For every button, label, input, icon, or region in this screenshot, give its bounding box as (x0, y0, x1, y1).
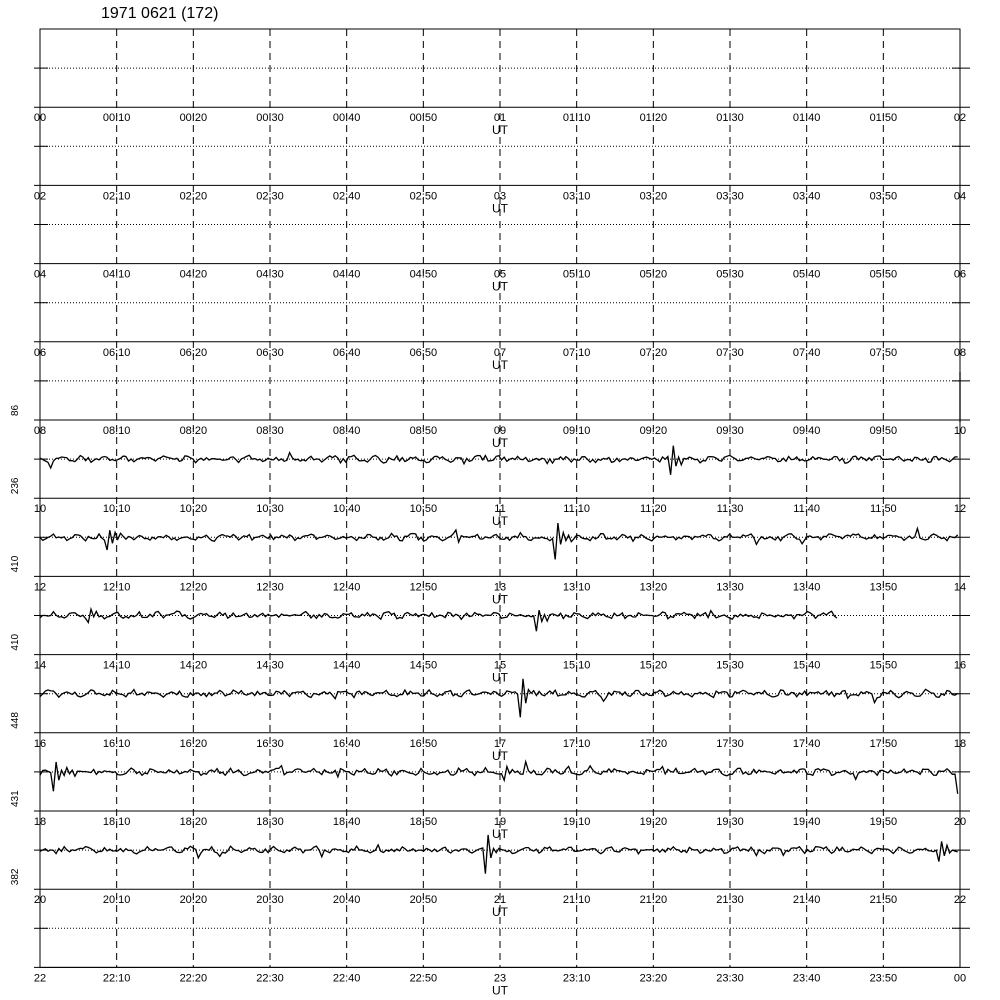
time-tick-label: 05:50 (869, 268, 898, 281)
time-tick-label: 23:10 (562, 972, 591, 985)
time-tick-label: 20 (953, 816, 967, 828)
time-tick-label: 23:30 (716, 972, 744, 985)
time-tick-label: 10:20 (179, 503, 208, 516)
time-tick-label: 08:10 (102, 425, 131, 437)
time-tick-label: 19:20 (639, 816, 668, 828)
time-tick-label: 13:10 (562, 581, 591, 594)
trace-row (10, 446, 970, 529)
time-tick-label: 05:10 (562, 268, 591, 281)
time-tick-label: 12:50 (409, 581, 438, 594)
ut-label: UT (492, 827, 508, 841)
time-tick-label: 03:10 (562, 190, 591, 203)
ut-label: UT (492, 279, 508, 294)
time-tick-label: 10:50 (409, 503, 438, 516)
time-tick-label: 20:50 (409, 894, 438, 907)
time-tick-label: 03:30 (716, 190, 744, 203)
ut-label: UT (492, 436, 508, 450)
time-tick-label: 03 (493, 190, 507, 203)
ut-label: UT (492, 748, 508, 763)
time-tick-label: 19:50 (869, 816, 898, 828)
ut-label: UT (492, 592, 508, 607)
time-tick-label: 07:40 (792, 346, 821, 359)
time-tick-label: 04:50 (409, 268, 438, 281)
time-tick-label: 20 (33, 894, 47, 907)
time-tick-label: 23 (493, 972, 507, 985)
time-tick-label: 12 (33, 581, 47, 594)
trace-row (34, 68, 970, 137)
time-tick-label: 06:30 (256, 346, 284, 359)
time-tick-label: 12:20 (179, 581, 208, 594)
time-tick-label: 21:50 (869, 894, 898, 907)
time-tick-label: 15:40 (792, 659, 821, 672)
time-tick-label: 00 (33, 112, 47, 125)
time-tick-label: 00:20 (179, 112, 208, 125)
trace-scale-value: 431 (10, 790, 21, 807)
time-tick-label: 10:40 (332, 503, 361, 516)
time-tick-label: 04:40 (332, 268, 361, 281)
time-tick-label: 01:30 (716, 112, 744, 125)
time-tick-label: 20:30 (256, 894, 284, 907)
time-tick-label: 01:50 (869, 112, 898, 125)
seismic-trace (40, 523, 958, 559)
time-tick-label: 18:40 (332, 816, 361, 828)
time-tick-label: 06:50 (409, 346, 438, 359)
time-tick-label: 12 (953, 503, 967, 516)
time-tick-label: 15:20 (639, 659, 668, 672)
trace-row (10, 523, 970, 606)
time-tick-label: 11:10 (563, 503, 591, 516)
trace-row (10, 835, 970, 919)
ut-label: UT (492, 514, 508, 529)
time-tick-label: 03:20 (639, 190, 668, 203)
time-tick-label: 22:40 (332, 972, 361, 985)
trace-scale-value: 86 (10, 404, 21, 416)
time-tick-label: 21:20 (639, 894, 668, 907)
time-tick-label: 23:20 (639, 972, 668, 985)
time-tick-label: 04:30 (256, 268, 284, 281)
time-tick-label: 16:20 (179, 737, 208, 750)
time-tick-label: 16 (33, 737, 47, 750)
time-tick-label: 22:20 (179, 972, 208, 985)
time-tick-label: 17 (493, 737, 507, 750)
seismic-trace (40, 446, 958, 475)
time-tick-label: 16 (953, 659, 967, 672)
time-tick-label: 09:20 (639, 425, 668, 437)
time-tick-label: 09:30 (716, 425, 744, 437)
time-tick-label: 02:50 (409, 190, 438, 203)
time-tick-label: 19:10 (562, 816, 591, 828)
ut-label: UT (492, 357, 508, 372)
time-tick-label: 01:10 (562, 112, 591, 125)
time-tick-label: 06:40 (332, 346, 361, 359)
time-tick-label: 23:50 (869, 972, 898, 985)
time-tick-label: 04:20 (179, 268, 208, 281)
time-tick-label: 14:10 (102, 659, 131, 672)
time-tick-label: 22:30 (256, 972, 284, 985)
time-tick-label: 13:20 (639, 581, 668, 594)
time-tick-label: 17:50 (869, 737, 898, 750)
time-tick-label: 12:40 (332, 581, 361, 594)
time-tick-label: 06:20 (179, 346, 208, 359)
time-tick-label: 21 (493, 894, 507, 907)
time-tick-label: 08 (33, 425, 47, 437)
time-tick-label: 13:40 (792, 581, 821, 594)
time-tick-label: 16:40 (332, 737, 361, 750)
time-tick-label: 15:50 (869, 659, 898, 672)
trace-row (34, 303, 970, 372)
ut-label: UT (492, 670, 508, 685)
ut-label: UT (492, 983, 508, 998)
time-tick-label: 18 (33, 816, 47, 828)
time-tick-label: 20:20 (179, 894, 208, 907)
time-tick-label: 08:20 (179, 425, 208, 437)
time-tick-label: 04:10 (102, 268, 131, 281)
time-tick-label: 19:40 (792, 816, 821, 828)
time-tick-label: 17:40 (792, 737, 821, 750)
trace-scale-value: 236 (10, 477, 21, 495)
time-tick-label: 06 (33, 346, 47, 359)
time-tick-label: 00:40 (332, 112, 361, 125)
time-tick-label: 07:10 (562, 346, 591, 359)
time-tick-label: 08:40 (332, 425, 361, 437)
ut-label: UT (492, 123, 508, 138)
time-tick-label: 02:30 (256, 190, 284, 203)
time-tick-label: 05:40 (792, 268, 821, 281)
time-tick-label: 17:30 (716, 737, 744, 750)
chart-title: 1971 0621 (172) (101, 5, 219, 22)
time-tick-label: 09:40 (792, 425, 821, 437)
time-tick-label: 01 (493, 112, 507, 125)
time-tick-label: 02:40 (332, 190, 361, 203)
time-tick-label: 20:10 (102, 894, 131, 907)
time-tick-label: 11:30 (716, 503, 744, 516)
time-tick-label: 20:40 (332, 894, 361, 907)
trace-scale-value: 410 (10, 633, 21, 651)
time-tick-label: 14 (33, 659, 47, 672)
time-tick-label: 21:30 (716, 894, 744, 907)
time-tick-label: 17:10 (562, 737, 591, 750)
trace-scale-value: 410 (10, 555, 21, 573)
time-tick-label: 10:30 (256, 503, 284, 516)
trace-scale-value: 448 (10, 712, 21, 729)
time-tick-label: 09:10 (562, 425, 591, 437)
time-tick-label: 21:40 (792, 894, 821, 907)
trace-row (10, 609, 970, 684)
time-tick-label: 02 (953, 112, 967, 125)
time-tick-label: 09:50 (869, 425, 898, 437)
time-tick-label: 11:40 (793, 503, 821, 516)
time-tick-label: 11:20 (639, 503, 667, 516)
time-tick-label: 00:50 (409, 112, 438, 125)
time-tick-label: 22:10 (102, 972, 131, 985)
time-tick-label: 01:20 (639, 112, 668, 125)
trace-row (10, 381, 970, 450)
seismic-trace (40, 609, 837, 631)
time-tick-label: 03:50 (869, 190, 898, 203)
trace-row (34, 225, 970, 294)
time-tick-label: 14:50 (409, 659, 438, 672)
time-tick-label: 07:30 (716, 346, 744, 359)
trace-row (10, 679, 970, 763)
time-tick-label: 00:10 (102, 112, 131, 125)
time-tick-label: 17:20 (639, 737, 668, 750)
trace-row (10, 762, 970, 841)
time-tick-label: 18:10 (102, 816, 131, 828)
time-tick-label: 16:50 (409, 737, 438, 750)
time-tick-label: 22 (33, 972, 47, 985)
time-tick-label: 22 (953, 894, 967, 907)
time-tick-label: 08 (953, 346, 967, 359)
time-tick-label: 16:30 (256, 737, 284, 750)
time-tick-label: 15:30 (716, 659, 744, 672)
time-tick-label: 02:10 (102, 190, 131, 203)
time-tick-label: 18:50 (409, 816, 438, 828)
time-tick-label: 12:30 (256, 581, 284, 594)
time-tick-label: 22:50 (409, 972, 438, 985)
time-tick-label: 18 (953, 737, 967, 750)
time-tick-label: 07:20 (639, 346, 668, 359)
time-tick-label: 11 (494, 503, 506, 516)
time-tick-label: 02:20 (179, 190, 208, 203)
ut-label: UT (492, 201, 508, 216)
time-tick-label: 19 (493, 816, 507, 828)
time-tick-label: 05:20 (639, 268, 668, 281)
time-tick-label: 08:50 (409, 425, 438, 437)
time-tick-label: 15 (493, 659, 507, 672)
time-tick-label: 10:10 (102, 503, 131, 516)
time-tick-label: 14 (953, 581, 967, 594)
time-tick-label: 19:30 (716, 816, 744, 828)
trace-scale-value: 382 (10, 868, 21, 886)
time-tick-label: 13:50 (869, 581, 898, 594)
time-tick-label: 09 (493, 425, 507, 437)
time-tick-label: 10 (953, 425, 967, 437)
time-tick-label: 05 (493, 268, 507, 281)
time-tick-label: 06:10 (102, 346, 131, 359)
time-tick-label: 03:40 (792, 190, 821, 203)
time-tick-label: 14:40 (332, 659, 361, 672)
time-tick-label: 02 (33, 190, 47, 203)
time-tick-label: 13 (493, 581, 507, 594)
time-tick-label: 16:10 (102, 737, 131, 750)
time-tick-label: 00 (953, 972, 967, 985)
time-tick-label: 01:40 (792, 112, 821, 125)
time-tick-label: 05:30 (716, 268, 744, 281)
time-tick-label: 00:30 (256, 112, 284, 125)
time-tick-label: 04 (953, 190, 967, 203)
time-tick-label: 11:50 (869, 503, 897, 516)
time-tick-label: 08:30 (256, 425, 284, 437)
time-tick-label: 14:30 (256, 659, 284, 672)
ut-label: UT (492, 905, 508, 920)
time-tick-label: 23:40 (792, 972, 821, 985)
time-tick-label: 14:20 (179, 659, 208, 672)
time-tick-label: 18:30 (256, 816, 284, 828)
time-tick-label: 07 (493, 346, 507, 359)
time-tick-label: 21:10 (562, 894, 591, 907)
time-tick-label: 07:50 (869, 346, 898, 359)
time-tick-label: 13:30 (716, 581, 744, 594)
time-tick-label: 18:20 (179, 816, 208, 828)
time-tick-label: 12:10 (102, 581, 131, 594)
trace-row (34, 928, 970, 997)
seismic-trace (40, 762, 958, 794)
time-tick-label: 06 (953, 268, 967, 281)
trace-row (34, 146, 970, 215)
time-tick-label: 04 (33, 268, 47, 281)
time-tick-label: 15:10 (562, 659, 591, 672)
time-tick-label: 10 (33, 503, 47, 516)
